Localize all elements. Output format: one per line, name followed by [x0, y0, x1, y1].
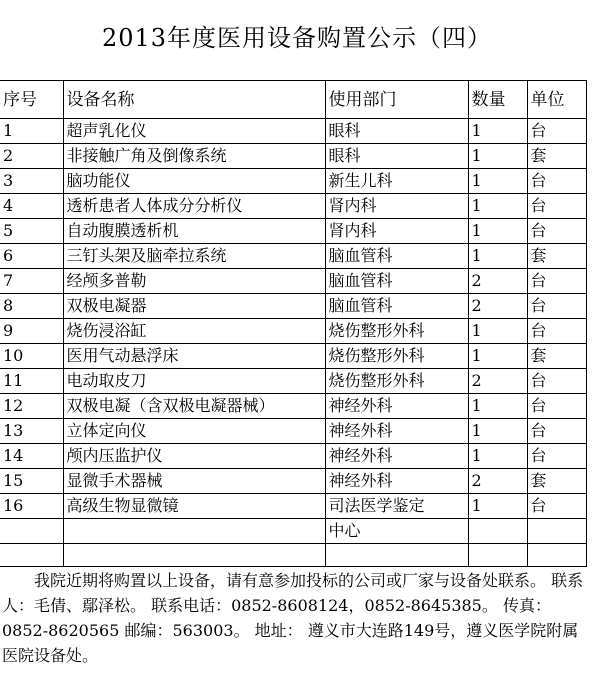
- unit-cell: 台: [527, 219, 586, 244]
- unit-cell: 台: [527, 369, 586, 394]
- department-cell: 眼科: [325, 119, 468, 144]
- header-equipment-name: 设备名称: [63, 81, 325, 119]
- unit-cell: 台: [527, 119, 586, 144]
- quantity-cell: 1: [468, 444, 527, 469]
- empty-cell: [527, 519, 586, 544]
- quantity-cell: 1: [468, 219, 527, 244]
- department-cell: 神经外科: [325, 444, 468, 469]
- table-row: [0, 494, 586, 519]
- unit-cell: 套: [527, 244, 586, 269]
- unit-cell: 台: [527, 394, 586, 419]
- table-row-continuation: [0, 519, 586, 544]
- quantity-cell: 1: [468, 244, 527, 269]
- department-continuation-cell: 中心: [325, 519, 468, 544]
- quantity-cell: 1: [468, 194, 527, 219]
- quantity-cell: 1: [468, 494, 527, 519]
- index-cell: 3: [0, 169, 63, 194]
- equipment-table-body: [0, 81, 586, 567]
- equipment-name-cell: 电动取皮刀: [63, 369, 325, 394]
- table-row: [0, 469, 586, 494]
- quantity-cell: 1: [468, 344, 527, 369]
- equipment-name-cell: 经颅多普勒: [63, 269, 325, 294]
- unit-cell: 套: [527, 344, 586, 369]
- quantity-cell: 1: [468, 419, 527, 444]
- table-row: [0, 169, 586, 194]
- table-row: [0, 344, 586, 369]
- table-row: [0, 194, 586, 219]
- unit-cell: 台: [527, 494, 586, 519]
- quantity-cell: 1: [468, 119, 527, 144]
- header-unit: 单位: [527, 81, 586, 119]
- table-header-row: [0, 81, 586, 119]
- table-row: [0, 444, 586, 469]
- index-cell: 6: [0, 244, 63, 269]
- equipment-name-cell: 高级生物显微镜: [63, 494, 325, 519]
- unit-cell: 台: [527, 444, 586, 469]
- table-row: [0, 369, 586, 394]
- table-row: [0, 119, 586, 144]
- department-cell: 神经外科: [325, 469, 468, 494]
- department-cell: 烧伤整形外科: [325, 369, 468, 394]
- quantity-cell: 2: [468, 294, 527, 319]
- notice-paragraph: 我院近期将购置以上设备，请有意参加投标的公司或厂家与设备处联系。 联系人：毛倩、鄢泽松。 联系电话：0852-8608124，0852-8645385。 传真：0852-8620565 邮编：563003。 地址： 遵义市大连路149号，遵义医学院附属医院设备处。: [2, 571, 584, 665]
- unit-cell: 台: [527, 419, 586, 444]
- index-cell: 9: [0, 319, 63, 344]
- index-cell: 1: [0, 119, 63, 144]
- department-cell: 脑血管科: [325, 244, 468, 269]
- table-row: [0, 144, 586, 169]
- unit-cell: 套: [527, 469, 586, 494]
- quantity-cell: 1: [468, 319, 527, 344]
- index-cell: 4: [0, 194, 63, 219]
- header-quantity: 数量: [468, 81, 527, 119]
- table-row: [0, 219, 586, 244]
- index-cell: 14: [0, 444, 63, 469]
- index-cell: 16: [0, 494, 63, 519]
- equipment-name-cell: 透析患者人体成分分析仪: [63, 194, 325, 219]
- equipment-name-cell: 脑功能仪: [63, 169, 325, 194]
- empty-cell: [0, 544, 63, 567]
- department-cell: 神经外科: [325, 394, 468, 419]
- table-row: [0, 294, 586, 319]
- department-cell: 肾内科: [325, 219, 468, 244]
- unit-cell: 台: [527, 269, 586, 294]
- table-row: [0, 269, 586, 294]
- equipment-table: [0, 80, 587, 567]
- equipment-name-cell: 超声乳化仪: [63, 119, 325, 144]
- quantity-cell: 1: [468, 144, 527, 169]
- equipment-name-cell: 颅内压监护仪: [63, 444, 325, 469]
- quantity-cell: 2: [468, 269, 527, 294]
- department-cell: 脑血管科: [325, 269, 468, 294]
- empty-cell: [468, 544, 527, 567]
- empty-cell: [63, 544, 325, 567]
- quantity-cell: 1: [468, 169, 527, 194]
- equipment-name-cell: 自动腹膜透析机: [63, 219, 325, 244]
- department-cell: 肾内科: [325, 194, 468, 219]
- equipment-name-cell: 烧伤浸浴缸: [63, 319, 325, 344]
- unit-cell: 台: [527, 294, 586, 319]
- equipment-name-cell: 三钉头架及脑牵拉系统: [63, 244, 325, 269]
- empty-cell: [468, 519, 527, 544]
- equipment-name-cell: 双极电凝（含双极电凝器械）: [63, 394, 325, 419]
- equipment-name-cell: 显微手术器械: [63, 469, 325, 494]
- empty-cell: [0, 519, 63, 544]
- department-cell: 脑血管科: [325, 294, 468, 319]
- quantity-cell: 1: [468, 394, 527, 419]
- department-cell: 烧伤整形外科: [325, 319, 468, 344]
- department-cell: 新生儿科: [325, 169, 468, 194]
- page-title: 2013年度医用设备购置公示（四）: [101, 24, 493, 52]
- equipment-name-cell: 非接触广角及倒像系统: [63, 144, 325, 169]
- index-cell: 2: [0, 144, 63, 169]
- index-cell: 7: [0, 269, 63, 294]
- equipment-name-cell: 立体定向仪: [63, 419, 325, 444]
- table-row-empty: [0, 544, 586, 567]
- index-cell: 10: [0, 344, 63, 369]
- index-cell: 13: [0, 419, 63, 444]
- unit-cell: 台: [527, 319, 586, 344]
- empty-cell: [325, 544, 468, 567]
- empty-cell: [527, 544, 586, 567]
- index-cell: 11: [0, 369, 63, 394]
- unit-cell: 套: [527, 144, 586, 169]
- index-cell: 12: [0, 394, 63, 419]
- table-row: [0, 394, 586, 419]
- unit-cell: 台: [527, 194, 586, 219]
- quantity-cell: 2: [468, 369, 527, 394]
- equipment-name-cell: 双极电凝器: [63, 294, 325, 319]
- index-cell: 5: [0, 219, 63, 244]
- index-cell: 15: [0, 469, 63, 494]
- table-row: [0, 419, 586, 444]
- department-cell: 神经外科: [325, 419, 468, 444]
- department-cell: 司法医学鉴定: [325, 494, 468, 519]
- table-row: [0, 244, 586, 269]
- header-department: 使用部门: [325, 81, 468, 119]
- quantity-cell: 2: [468, 469, 527, 494]
- notice-text: [2, 568, 588, 668]
- department-cell: 眼科: [325, 144, 468, 169]
- header-index: 序号: [0, 81, 63, 119]
- empty-cell: [63, 519, 325, 544]
- unit-cell: 台: [527, 169, 586, 194]
- department-cell: 烧伤整形外科: [325, 344, 468, 369]
- equipment-name-cell: 医用气动悬浮床: [63, 344, 325, 369]
- index-cell: 8: [0, 294, 63, 319]
- table-row: [0, 319, 586, 344]
